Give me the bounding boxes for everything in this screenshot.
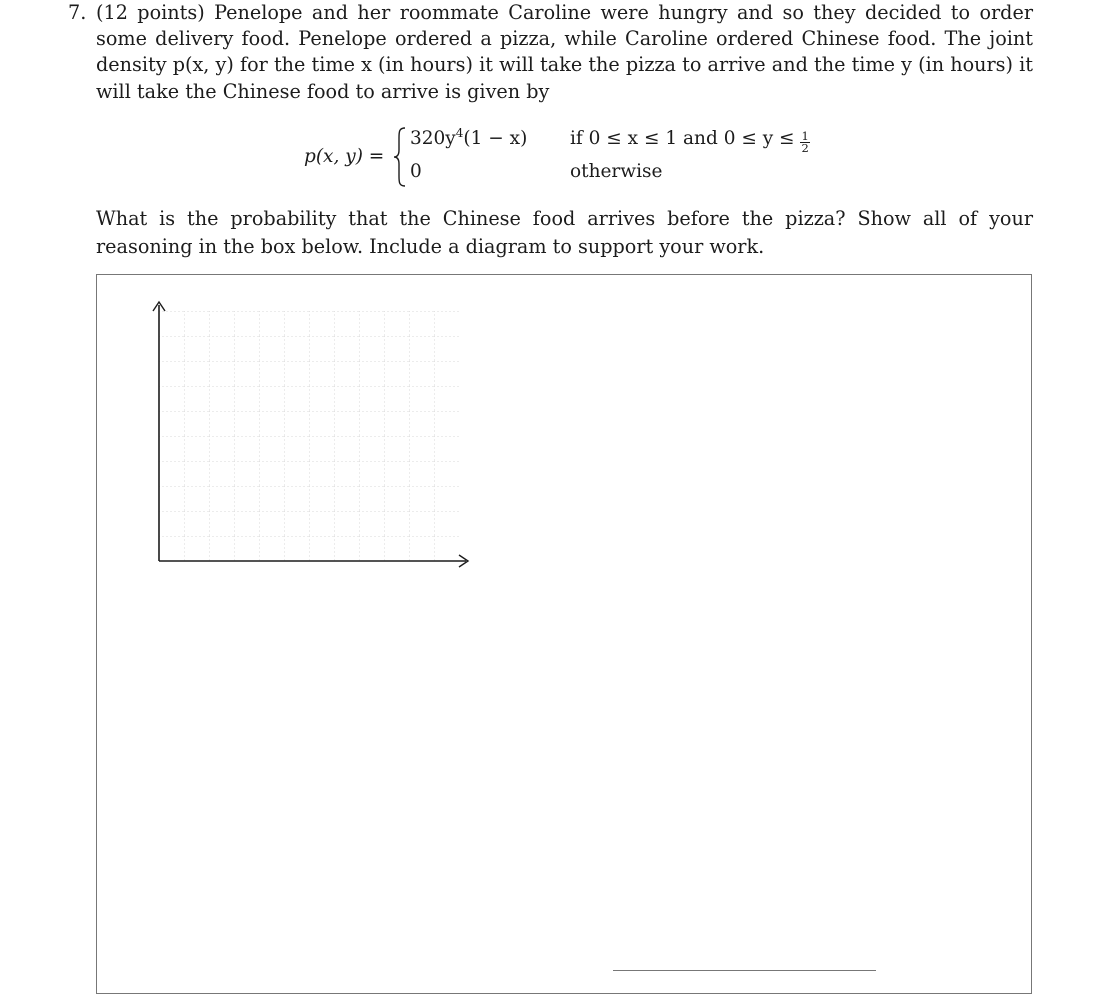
joint-density-equation <box>300 124 840 190</box>
footer-divider <box>613 970 876 971</box>
case1-condition <box>570 128 810 154</box>
case1-condition-text: if 0 ≤ x ≤ 1 and 0 ≤ y ≤ <box>570 128 795 149</box>
question-line-1: What is the probability that the Chinese food arrives before the pizza? Show all of your reasoning in <box>96 207 1033 258</box>
equation-lhs: p(x, y) = <box>304 146 385 167</box>
problem-number: 7. <box>68 1 87 24</box>
question-line-2: the box below. Include a diagram to support your work. <box>223 235 765 258</box>
case2-condition: otherwise <box>570 161 663 182</box>
question-text <box>96 205 1033 261</box>
intro-line-4: the Chinese food to arrive is given by <box>185 79 550 103</box>
fraction-denominator: 2 <box>801 141 809 155</box>
case1-tail: (1 − x) <box>463 128 528 149</box>
case1-coef: 320y <box>410 128 456 149</box>
case1-exponent: 4 <box>455 126 464 140</box>
one-half-fraction <box>800 131 809 154</box>
intro-line-3: p(x, y) for the time x (in hours) it will take the pizza to arrive and the time y (in hours) it will take <box>96 53 1034 103</box>
problem-statement <box>68 0 1033 105</box>
problem-intro <box>96 0 1033 105</box>
intro-line-2: delivery food. Penelope ordered a pizza, while Caroline ordered Chinese food. The joint density <box>96 27 1033 77</box>
grid-area <box>159 311 459 561</box>
case1-expression <box>410 128 527 149</box>
left-brace-icon <box>392 126 408 188</box>
intro-line-1: (12 points) Penelope and her roommate Caroline were hungry and so they decided to order some <box>96 1 1033 51</box>
case2-expression: 0 <box>410 161 422 182</box>
blank-grid-diagram[interactable] <box>140 295 480 575</box>
fraction-numerator: 1 <box>801 129 809 143</box>
